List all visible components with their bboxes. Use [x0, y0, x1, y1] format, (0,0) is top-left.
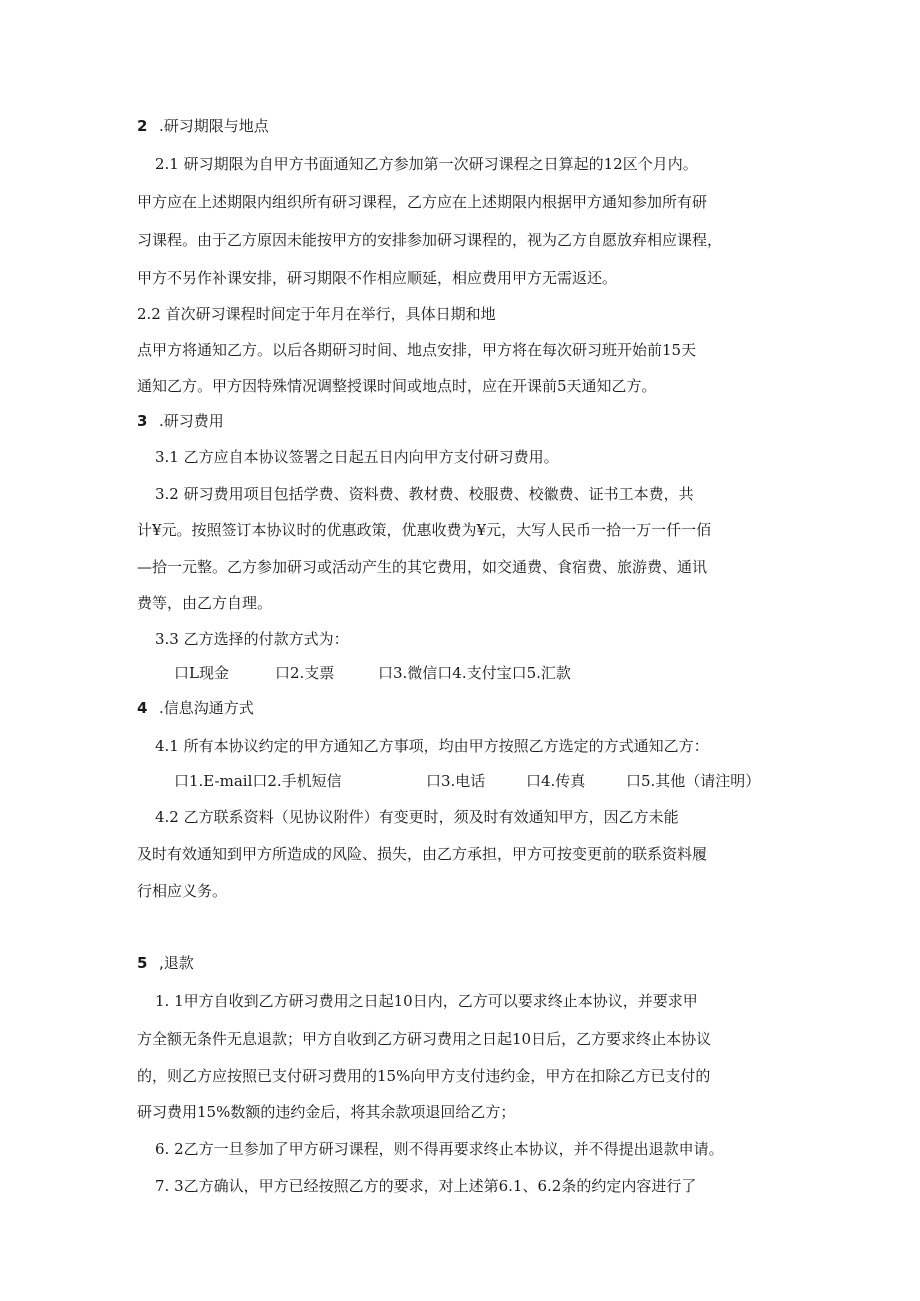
paragraph-line: 方全额无条件无息退款；甲方自收到乙方研习费用之日起10日后，乙方要求终止本协议: [137, 1030, 712, 1048]
paragraph-line: 3.2 研习费用项目包括学费、资料费、教材费、校服费、校徽费、证书工本费，共: [155, 485, 694, 503]
section-title: .研习期限与地点: [159, 117, 269, 135]
contact-option: 口3.电话: [426, 772, 486, 790]
paragraph-line: 2.1 研习期限为自甲方书面通知乙方参加第一次研习课程之日算起的12区个月内。: [155, 155, 698, 173]
paragraph-line: 点甲方将通知乙方。以后各期研习时间、地点安排，甲方将在每次研习班开始前15天: [137, 341, 697, 359]
paragraph-line: 6. 2乙方一旦参加了甲方研习课程，则不得再要求终止本协议，并不得提出退款申请。: [155, 1140, 724, 1158]
paragraph-line: 4.1 所有本协议约定的甲方通知乙方事项，均由甲方按照乙方选定的方式通知乙方：: [155, 737, 709, 755]
paragraph-line: 行相应义务。: [137, 882, 228, 900]
paragraph-line: 甲方应在上述期限内组织所有研习课程，乙方应在上述期限内根据甲方通知参加所有研: [137, 193, 708, 211]
paragraph-line: 3.1 乙方应自本协议签署之日起五日内向甲方支付研习费用。: [155, 448, 559, 466]
payment-option: 口2.支票: [275, 664, 335, 682]
paragraph-line: 甲方不另作补课安排，研习期限不作相应顺延，相应费用甲方无需返还。: [137, 269, 618, 287]
paragraph-line: 计¥元。按照签订本协议时的优惠政策，优惠收费为¥元，大写人民币一拾一万一仟一佰: [137, 521, 712, 539]
section-3-heading: [137, 411, 224, 431]
contact-option: 口1.E-mail口2.手机短信: [174, 772, 342, 790]
contact-option: 口5.其他（请注明）: [626, 772, 761, 790]
section-number: 3: [137, 412, 148, 430]
paragraph-line: 及时有效通知到甲方所造成的风险、损失，由乙方承担，甲方可按变更前的联系资料履: [137, 845, 708, 863]
section-number: 2: [137, 117, 148, 135]
section-5-heading: [137, 953, 194, 973]
paragraph-line: 3.3 乙方选择的付款方式为：: [155, 630, 349, 648]
section-number: 5: [137, 954, 148, 972]
paragraph-line: 费等，由乙方自理。: [137, 594, 273, 612]
paragraph-line: 1. 1甲方自收到乙方研习费用之日起10日内，乙方可以要求终止本协议，并要求甲: [155, 992, 698, 1010]
section-title: ,退款: [159, 954, 194, 972]
paragraph-line: 2.2 首次研习课程时间定于年月在举行，具体日期和地: [137, 305, 496, 323]
paragraph-line: 通知乙方。甲方因特殊情况调整授课时间或地点时，应在开课前5天通知乙方。: [137, 377, 657, 395]
paragraph-line: —拾一元整。乙方参加研习或活动产生的其它费用，如交通费、食宿费、旅游费、通讯: [137, 558, 708, 576]
section-number: 4: [137, 699, 148, 717]
section-title: .研习费用: [159, 412, 224, 430]
section-2-heading: [137, 116, 269, 136]
payment-option: 口3.微信口4.支付宝口5.汇款: [378, 664, 571, 682]
paragraph-line: 4.2 乙方联系资料（见协议附件）有变更时，须及时有效通知甲方，因乙方未能: [155, 808, 679, 826]
contact-option: 口4.传真: [526, 772, 586, 790]
payment-option: 口L现金: [174, 664, 229, 682]
section-title: .信息沟通方式: [159, 699, 254, 717]
paragraph-line: 7. 3乙方确认，甲方已经按照乙方的要求，对上述第6.1、6.2条的约定内容进行了: [155, 1177, 697, 1195]
paragraph-line: 习课程。由于乙方原因未能按甲方的安排参加研习课程的，视为乙方自愿放弃相应课程，: [137, 231, 723, 249]
paragraph-line: 研习费用15%数额的违约金后，将其余款项退回给乙方；: [137, 1103, 516, 1121]
section-4-heading: [137, 698, 254, 718]
paragraph-line: 的，则乙方应按照已支付研习费用的15%向甲方支付违约金，甲方在扣除乙方已支付的: [137, 1067, 711, 1085]
